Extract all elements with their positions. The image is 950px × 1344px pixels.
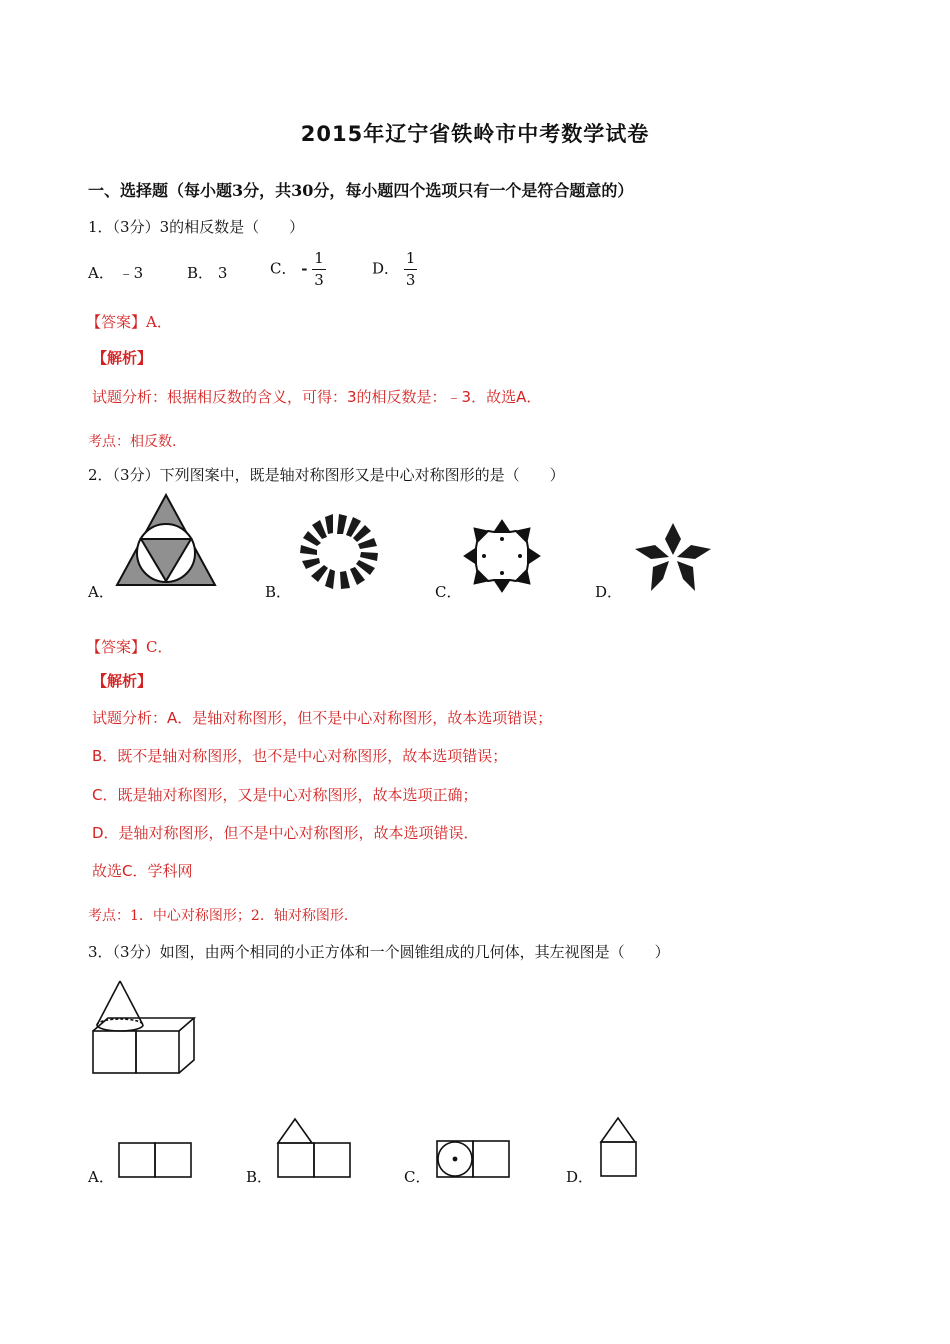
q3-option-c-circle-squares[interactable] — [436, 1139, 514, 1181]
q3-option-a-label[interactable]: A． — [88, 1168, 114, 1186]
q1-option-d-fraction — [404, 251, 418, 288]
q2-analysis-label: 【解析】 — [92, 672, 153, 690]
q1-option-c-denominator: 3 — [314, 271, 324, 289]
question-3-stem: 3．（3分）如图，由两个相同的小正方体和一个圆锥组成的几何体，其左视图是（ ） — [88, 943, 670, 961]
q2-pentagon-petal-figure[interactable] — [633, 521, 713, 593]
question-2-stem: 2．（3分）下列图案中，既是轴对称图形又是中心对称图形的是（ ） — [88, 466, 565, 484]
q1-analysis-label: 【解析】 — [92, 349, 153, 367]
section-heading: 一、选择题（每小题3分，共30分，每小题四个选项只有一个是符合题意的） — [88, 181, 634, 200]
q2-option-a-label[interactable]: A． — [88, 583, 114, 601]
q1-option-d-label: D． — [372, 259, 400, 278]
q2-option-d-label[interactable]: D． — [595, 583, 623, 601]
q1-answer: 【答案】A． — [86, 313, 172, 331]
q3-option-a-two-squares[interactable] — [118, 1141, 194, 1181]
q1-option-b[interactable] — [187, 262, 227, 283]
q1-kaodian: 考点：相反数． — [88, 434, 186, 450]
q1-option-d[interactable] — [372, 251, 417, 288]
q2-analysis-line: B．既不是轴对称图形，也不是中心对称图形，故本选项错误； — [92, 747, 508, 765]
q1-option-c-numerator: 1 — [312, 251, 326, 270]
q1-option-c-fraction — [312, 251, 326, 288]
q2-arrow-ring-figure[interactable] — [462, 518, 542, 594]
q2-spiral-ring-figure[interactable] — [295, 512, 383, 590]
document-title: 2015年辽宁省铁岭市中考数学试卷 — [300, 122, 650, 146]
q1-option-b-text: 3 — [217, 264, 228, 282]
q2-kaodian: 考点：1．中心对称图形；2．轴对称图形． — [88, 908, 358, 924]
q3-solid-figure — [92, 978, 196, 1078]
q2-analysis-line: D．是轴对称图形，但不是中心对称图形，故本选项错误． — [92, 824, 479, 842]
q1-option-c[interactable] — [270, 251, 326, 288]
q1-analysis: 试题分析：根据相反数的含义，可得：3的相反数是：﹣3．故选A． — [92, 388, 542, 406]
q1-option-a-text: ﹣3 — [118, 264, 144, 282]
q2-analysis-line: C．既是轴对称图形，又是中心对称图形，故本选项正确； — [92, 786, 478, 804]
q1-option-d-denominator: 3 — [405, 271, 416, 289]
question-1-stem: 1．（3分）3的相反数是（ ） — [88, 218, 305, 236]
q1-option-a-label: A． — [88, 264, 114, 282]
q1-option-c-label: C． — [270, 259, 297, 278]
q1-option-d-numerator: 1 — [404, 251, 418, 270]
q3-option-b-triangle-squares[interactable] — [276, 1117, 354, 1181]
q3-option-b-label[interactable]: B． — [246, 1168, 273, 1186]
q3-option-d-label[interactable]: D． — [566, 1168, 594, 1186]
q2-analysis-line: 试题分析：A．是轴对称图形，但不是中心对称图形，故本选项错误； — [92, 709, 553, 727]
q2-answer: 【答案】C． — [86, 638, 173, 656]
q1-option-b-label: B． — [187, 264, 214, 282]
q1-option-a[interactable] — [88, 262, 143, 283]
q3-option-d-triangle-square[interactable] — [599, 1116, 641, 1180]
q1-option-c-sign: - — [301, 259, 308, 278]
q2-triangle-circle-figure[interactable] — [115, 493, 217, 589]
q2-option-c-label[interactable]: C． — [435, 583, 462, 601]
q3-option-c-label[interactable]: C． — [404, 1168, 431, 1186]
q2-analysis-line: 故选C．学科网 — [92, 862, 193, 880]
q2-option-b-label[interactable]: B． — [265, 583, 292, 601]
